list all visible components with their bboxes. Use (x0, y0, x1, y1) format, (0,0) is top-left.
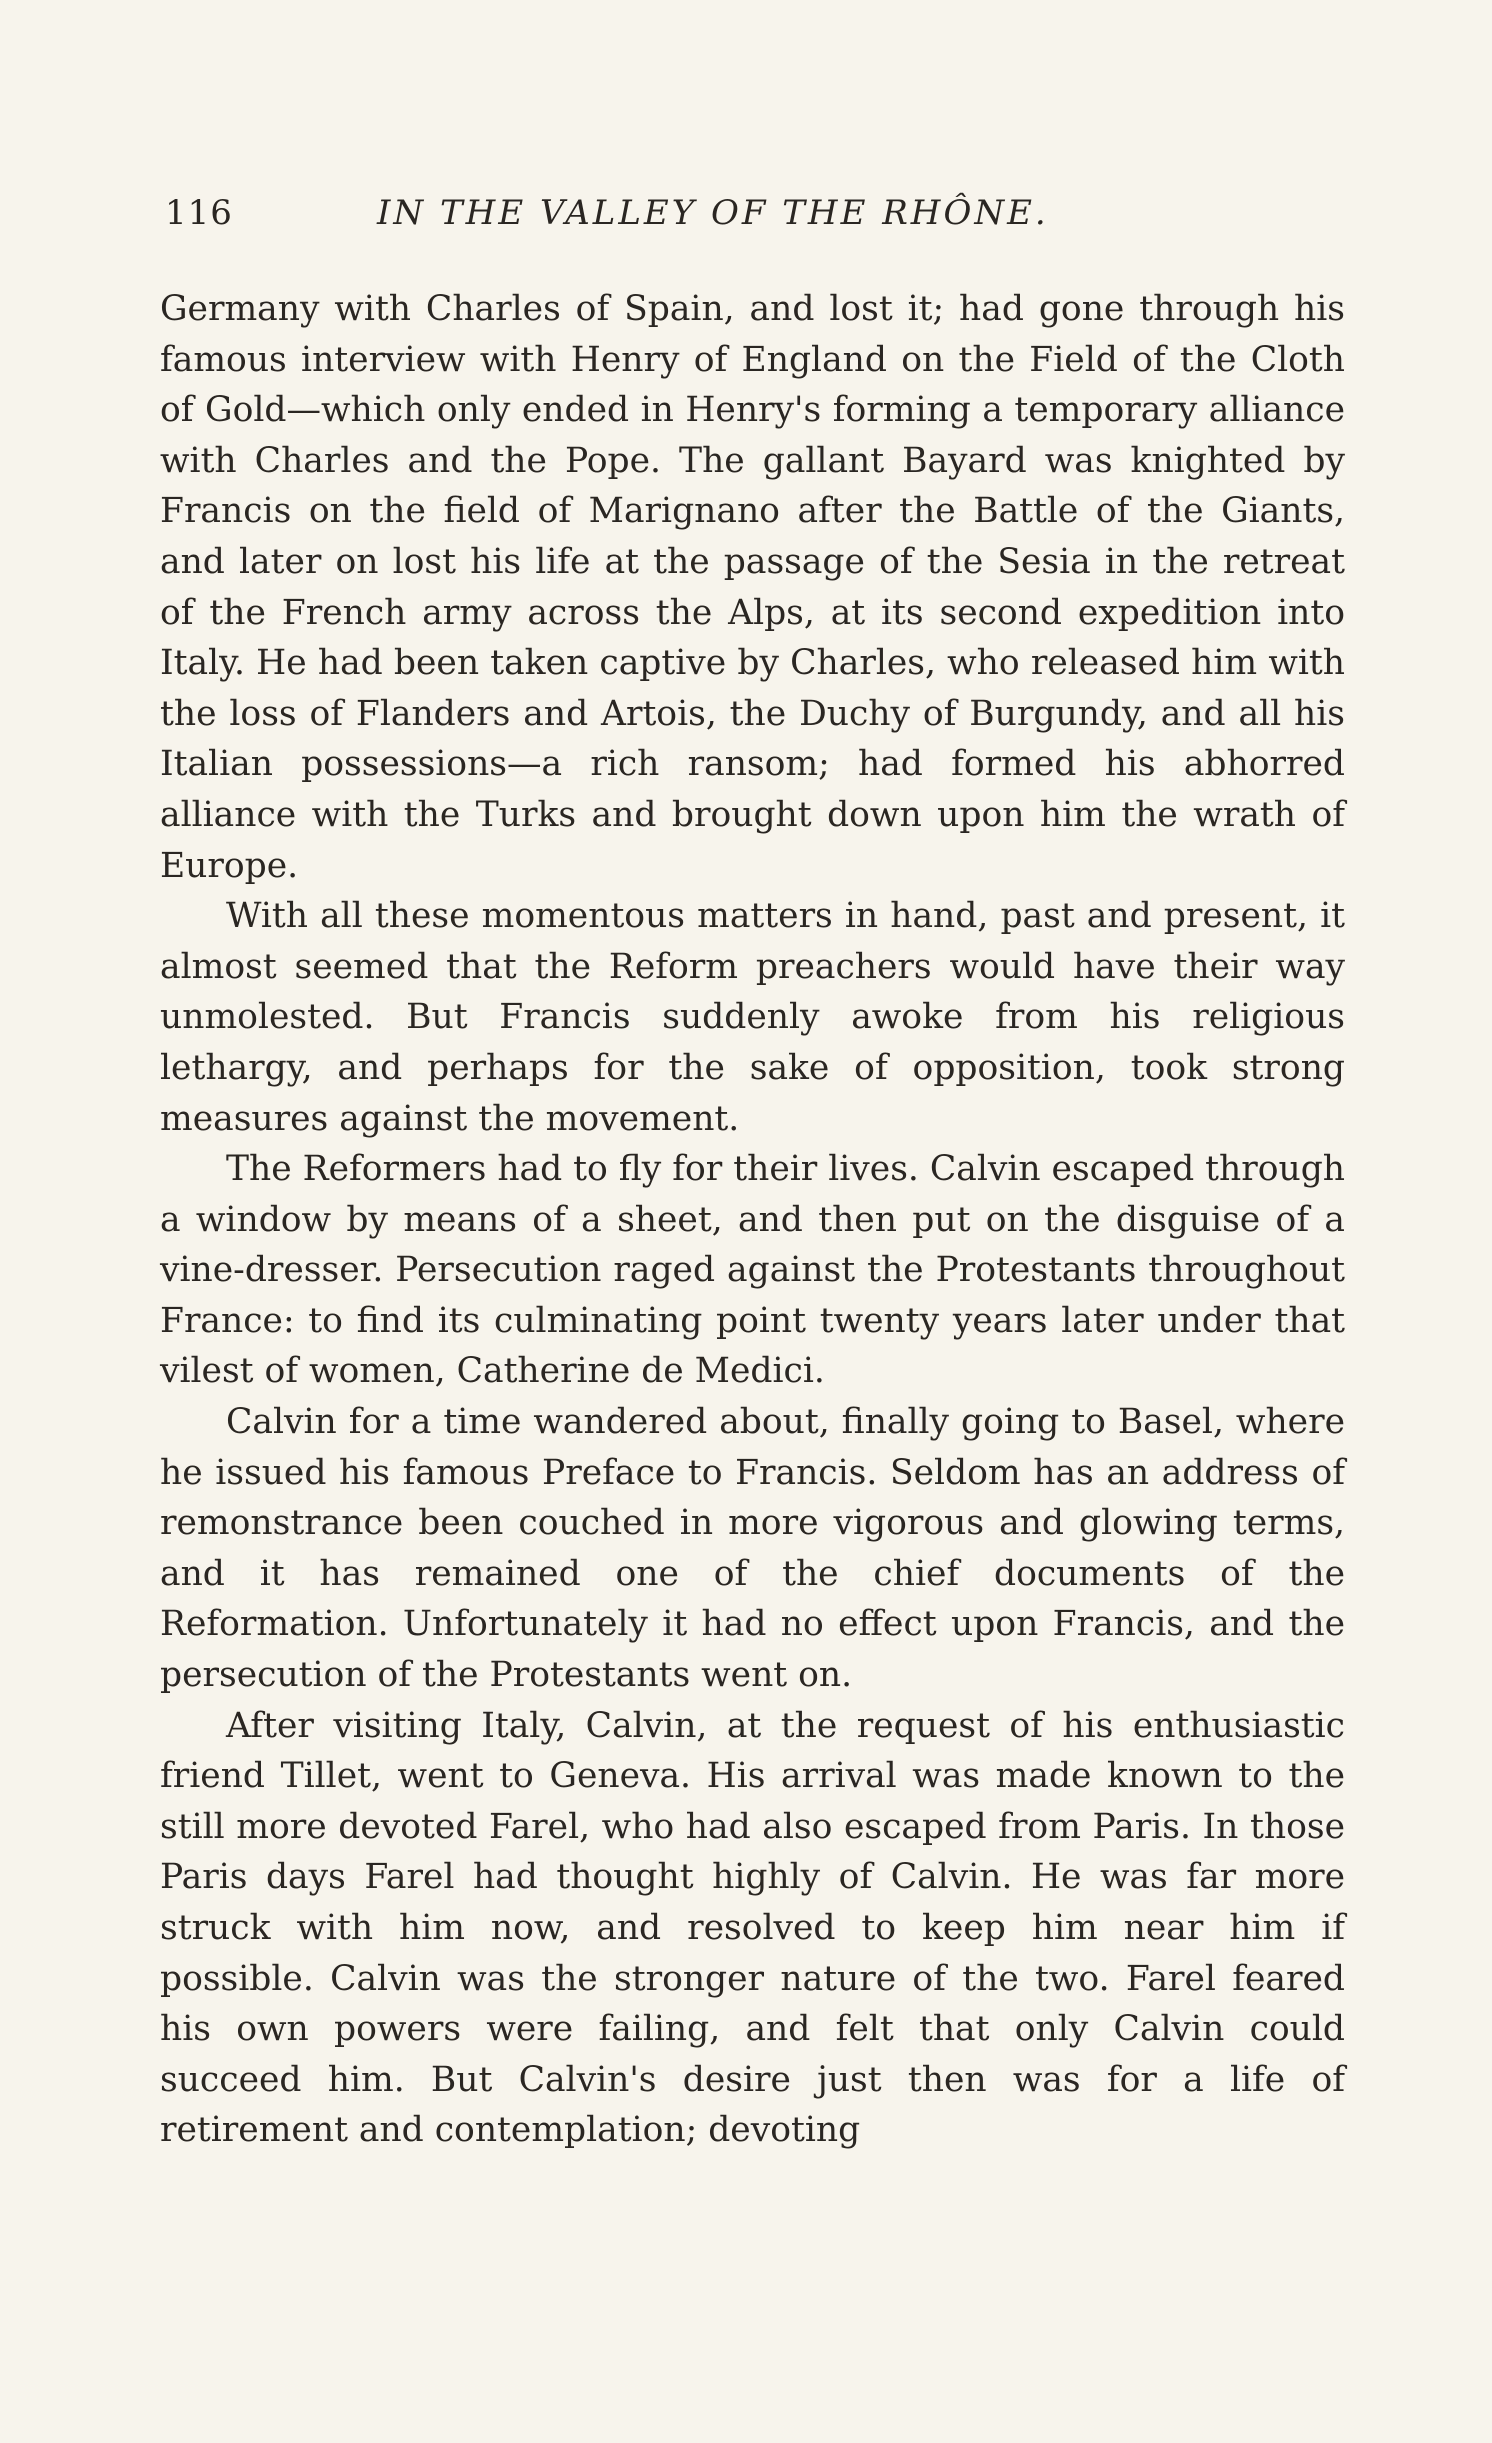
running-head (165, 193, 1335, 253)
paragraph-1: Germany with Charles of Spain, and lost it; had gone through his famous interview with Henry of England on the Field of the Cloth of Gold—which only ended in Henry's forming a temporary alliance with Charles and the Pope. The gallant Bayard was knighted by Francis on the field of Marignano after the Battle of the Giants, and later on lost his life at the passage of the Sesia in the retreat of the French army across the Alps, at its second expedition into Italy. He had been taken captive by Charles, who released him with the loss of Flanders and Artois, the Duchy of Burgundy, and all his Italian possessions—a rich ransom; had formed his abhorred alliance with the Turks and brought down upon him the wrath of Europe. (160, 289, 1345, 886)
paragraph-4: Calvin for a time wandered about, finally going to Basel, where he issued his famous Preface to Francis. Seldom has an address of remonstrance been couched in more vigorous and glowing terms, and it has remained one of the chief documents of the Reformation. Unfortunately it had no effect upon Francis, and the persecution of the Protestants went on. (160, 1402, 1345, 1696)
paragraph-2: With all these momentous matters in hand, past and present, it almost seemed that the Reform preachers would have their way unmolested. But Francis suddenly awoke from his religious lethargy, and perhaps for the sake of opposition, took strong measures against the movement. (160, 896, 1345, 1139)
running-title: IN THE VALLEY OF THE RHÔNE. (377, 193, 1049, 233)
page-number: 116 (165, 193, 233, 233)
paragraph-5: After visiting Italy, Calvin, at the request of his enthusiastic friend Tillet, went to Geneva. His arrival was made known to the still more devoted Farel, who had also escaped from Paris. In those Paris days Farel had thought highly of Calvin. He was far more struck with him now, and resolved to keep him near him if possible. Calvin was the stronger nature of the two. Farel feared his own powers were failing, and felt that only Calvin could succeed him. But Calvin's desire just then was for a life of retirement and contemplation; devoting (160, 1705, 1345, 2151)
paragraph-3: The Reformers had to fly for their lives. Calvin escaped through a window by means of a sheet, and then put on the disguise of a vine-dresser. Persecution raged against the Protestants throughout France: to find its culminating point twenty years later under that vilest of women, Catherine de Medici. (160, 1149, 1345, 1392)
body-text (160, 284, 1345, 2156)
